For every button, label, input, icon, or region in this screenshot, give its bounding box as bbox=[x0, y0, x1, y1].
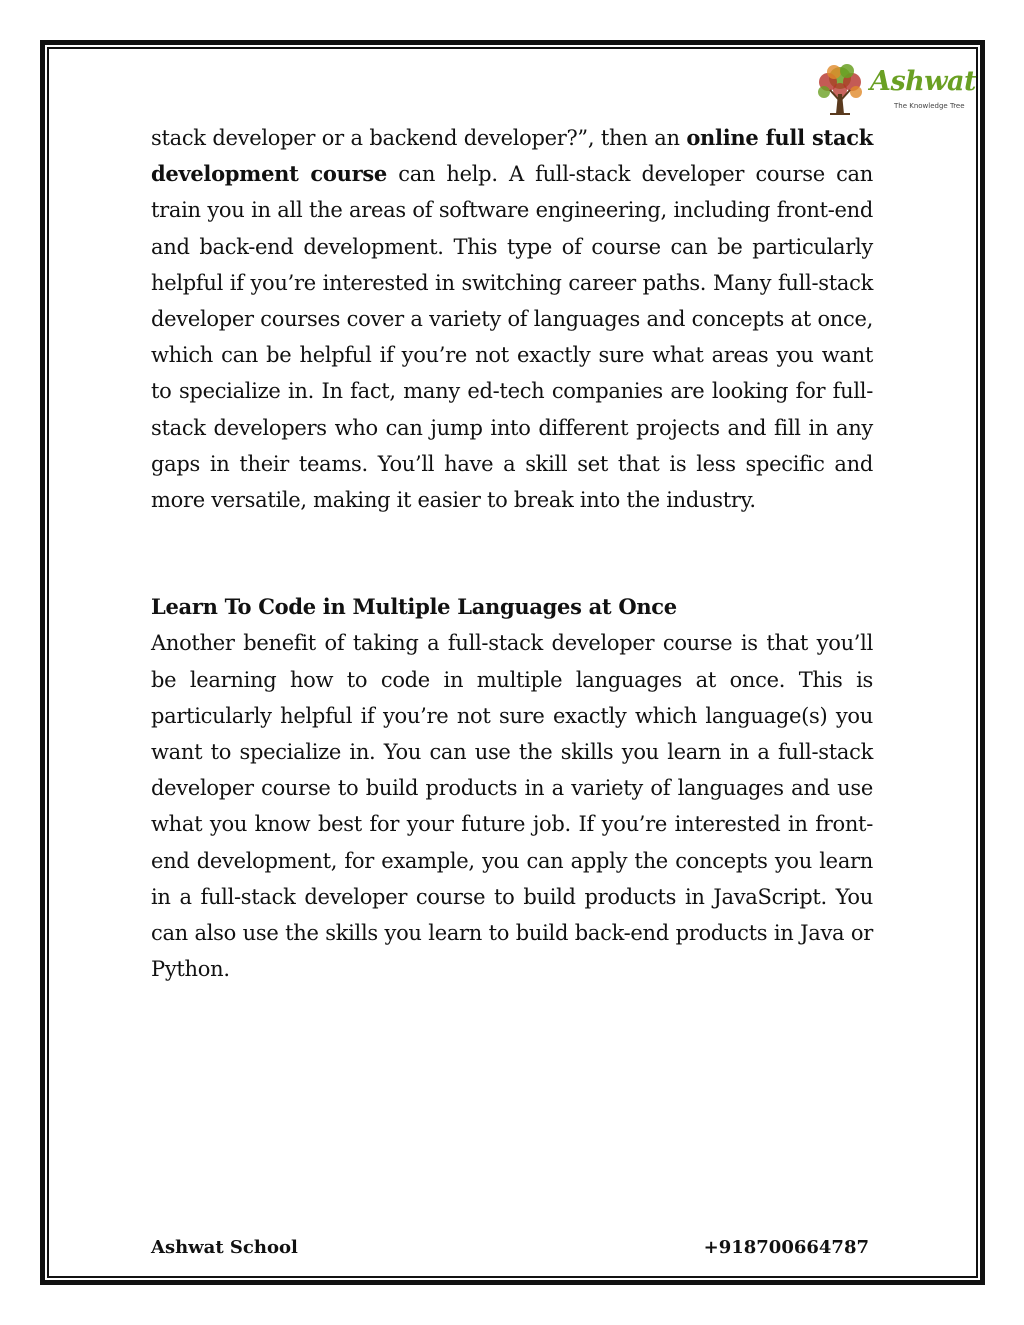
paragraph-2: Another benefit of taking a full-stack developer course is that you’ll be learning how to code in multiple languages at once. This is particularly helpful if you’re not sure exactly which language(s) you want to specialize in. You can use the skills you learn in a full-stack developer course to build products in a variety of languages and use what you know best for your future job. If you’re interested in front-end development, for example, you can apply the concepts you learn in a full-stack developer course to build products in JavaScript. You can also use the skills you learn to build back-end products in Java or Python. bbox=[151, 631, 873, 982]
logo-name: Ashwat bbox=[870, 66, 976, 97]
ashwat-logo bbox=[812, 60, 976, 122]
paragraph-1 bbox=[151, 120, 873, 518]
page-footer bbox=[151, 1237, 869, 1258]
logo-tagline: The Knowledge Tree bbox=[894, 102, 965, 110]
paragraph-1-bold-link-text: online full stack development course bbox=[151, 125, 873, 187]
footer-school-name: Ashwat School bbox=[151, 1237, 298, 1258]
paragraph-1-text-a: stack developer or a backend developer?”, then an bbox=[151, 126, 687, 150]
footer-phone-number: +918700664787 bbox=[703, 1237, 869, 1258]
tree-icon bbox=[812, 60, 868, 120]
paragraph-1-text-b: can help. A full-stack developer course can train you in all the areas of software engineering, including front-end and back-end development. This type of course can be particularly helpful if you’re interested in switching career paths. Many full-stack developer courses cover a variety of languages and concepts at once, which can be helpful if you’re not exactly sure what areas you want to specialize in. In fact, many ed-tech companies are looking for full-stack developers who can jump into different projects and fill in any gaps in their teams. You’ll have a skill set that is less specific and more versatile, making it easier to break into the industry. bbox=[151, 162, 873, 513]
document-body bbox=[151, 120, 873, 987]
section-heading: Learn To Code in Multiple Languages at Once bbox=[151, 594, 677, 620]
